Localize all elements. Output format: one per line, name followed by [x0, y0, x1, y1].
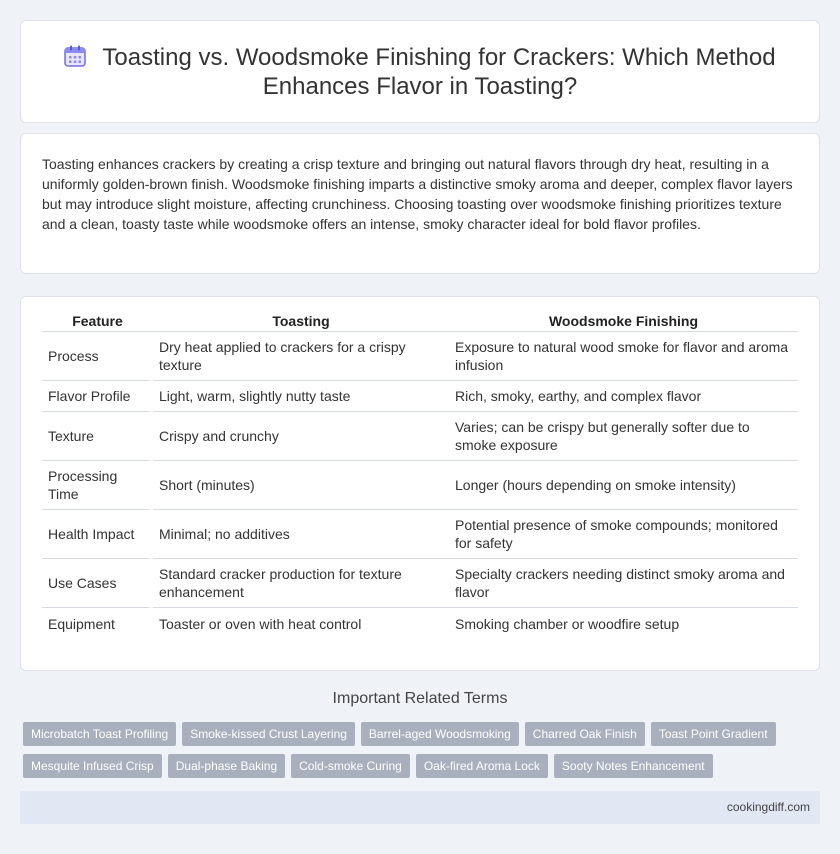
row-feature-cell: Health Impact	[42, 510, 153, 559]
related-term-tag[interactable]: Charred Oak Finish	[525, 722, 645, 746]
row-feature-cell: Equipment	[42, 608, 153, 639]
row-toasting-cell: Crispy and crunchy	[153, 412, 449, 461]
table-row	[42, 381, 798, 412]
table-row	[42, 412, 798, 461]
table-row	[42, 332, 798, 381]
row-feature-cell: Use Cases	[42, 559, 153, 608]
row-woodsmoke-cell: Longer (hours depending on smoke intensity)	[449, 461, 798, 510]
row-toasting-cell: Dry heat applied to crackers for a crispy texture	[153, 332, 449, 381]
row-feature-cell: Process	[42, 332, 153, 381]
column-header-woodsmoke: Woodsmoke Finishing	[449, 307, 798, 332]
table-row	[42, 559, 798, 608]
related-term-tag[interactable]: Sooty Notes Enhancement	[554, 754, 713, 778]
row-toasting-cell: Standard cracker production for texture enhancement	[153, 559, 449, 608]
calendar-icon	[64, 45, 86, 67]
row-woodsmoke-cell: Specialty crackers needing distinct smoky aroma and flavor	[449, 559, 798, 608]
page-title-text: Toasting vs. Woodsmoke Finishing for Crackers: Which Method Enhances Flavor in Toasting?	[102, 43, 776, 100]
table-row	[42, 461, 798, 510]
row-toasting-cell: Light, warm, slightly nutty taste	[153, 381, 449, 412]
comparison-table	[42, 307, 798, 639]
row-woodsmoke-cell: Varies; can be crispy but generally softer due to smoke exposure	[449, 412, 798, 461]
related-term-tag[interactable]: Cold-smoke Curing	[291, 754, 410, 778]
table-row	[42, 608, 798, 639]
table-header-row	[42, 307, 798, 332]
related-terms-section	[20, 689, 820, 778]
comparison-table-card	[20, 296, 820, 671]
title-card	[20, 20, 820, 123]
row-feature-cell: Processing Time	[42, 461, 153, 510]
related-term-tag[interactable]: Dual-phase Baking	[168, 754, 285, 778]
related-term-tag[interactable]: Barrel-aged Woodsmoking	[361, 722, 519, 746]
footer	[20, 791, 820, 824]
row-toasting-cell: Toaster or oven with heat control	[159, 615, 362, 632]
row-woodsmoke-cell: Exposure to natural wood smoke for flavor and aroma infusion	[449, 332, 798, 381]
table-row	[42, 510, 798, 559]
column-header-feature: Feature	[42, 307, 153, 332]
row-feature-cell: Texture	[42, 412, 153, 461]
row-woodsmoke-cell: Smoking chamber or woodfire setup	[455, 615, 680, 632]
related-term-tag[interactable]: Microbatch Toast Profiling	[23, 722, 176, 746]
related-terms-heading: Important Related Terms	[332, 690, 508, 707]
footer-site-link[interactable]: cookingdiff.com	[726, 800, 810, 814]
row-feature-cell: Flavor Profile	[42, 381, 153, 412]
summary-text: Toasting enhances crackers by creating a crisp texture and bringing out natural flavors through dry heat, resulting in a uniformly golden-brown finish. Woodsmoke finishing imparts a distinctive smoky aroma and deeper, complex flavor layers but may introduce slight moisture, affecting crunchiness. Choosing toasting over woodsmoke finishing prioritizes texture and a clean, toasty taste while woodsmoke offers an intense, smoky character ideal for bold flavor profiles.	[42, 156, 793, 232]
related-term-tag[interactable]: Mesquite Infused Crisp	[23, 754, 162, 778]
page-title	[61, 43, 779, 101]
row-toasting-cell: Minimal; no additives	[153, 510, 449, 559]
summary-card	[20, 133, 820, 274]
row-woodsmoke-cell: Potential presence of smoke compounds; monitored for safety	[449, 510, 798, 559]
column-header-toasting: Toasting	[153, 307, 449, 332]
related-term-tag[interactable]: Toast Point Gradient	[651, 722, 776, 746]
related-term-tag[interactable]: Smoke-kissed Crust Layering	[182, 722, 355, 746]
related-terms-tags	[20, 722, 820, 778]
related-term-tag[interactable]: Oak-fired Aroma Lock	[416, 754, 548, 778]
row-toasting-cell: Short (minutes)	[153, 461, 449, 510]
row-woodsmoke-cell: Rich, smoky, earthy, and complex flavor	[449, 381, 798, 412]
